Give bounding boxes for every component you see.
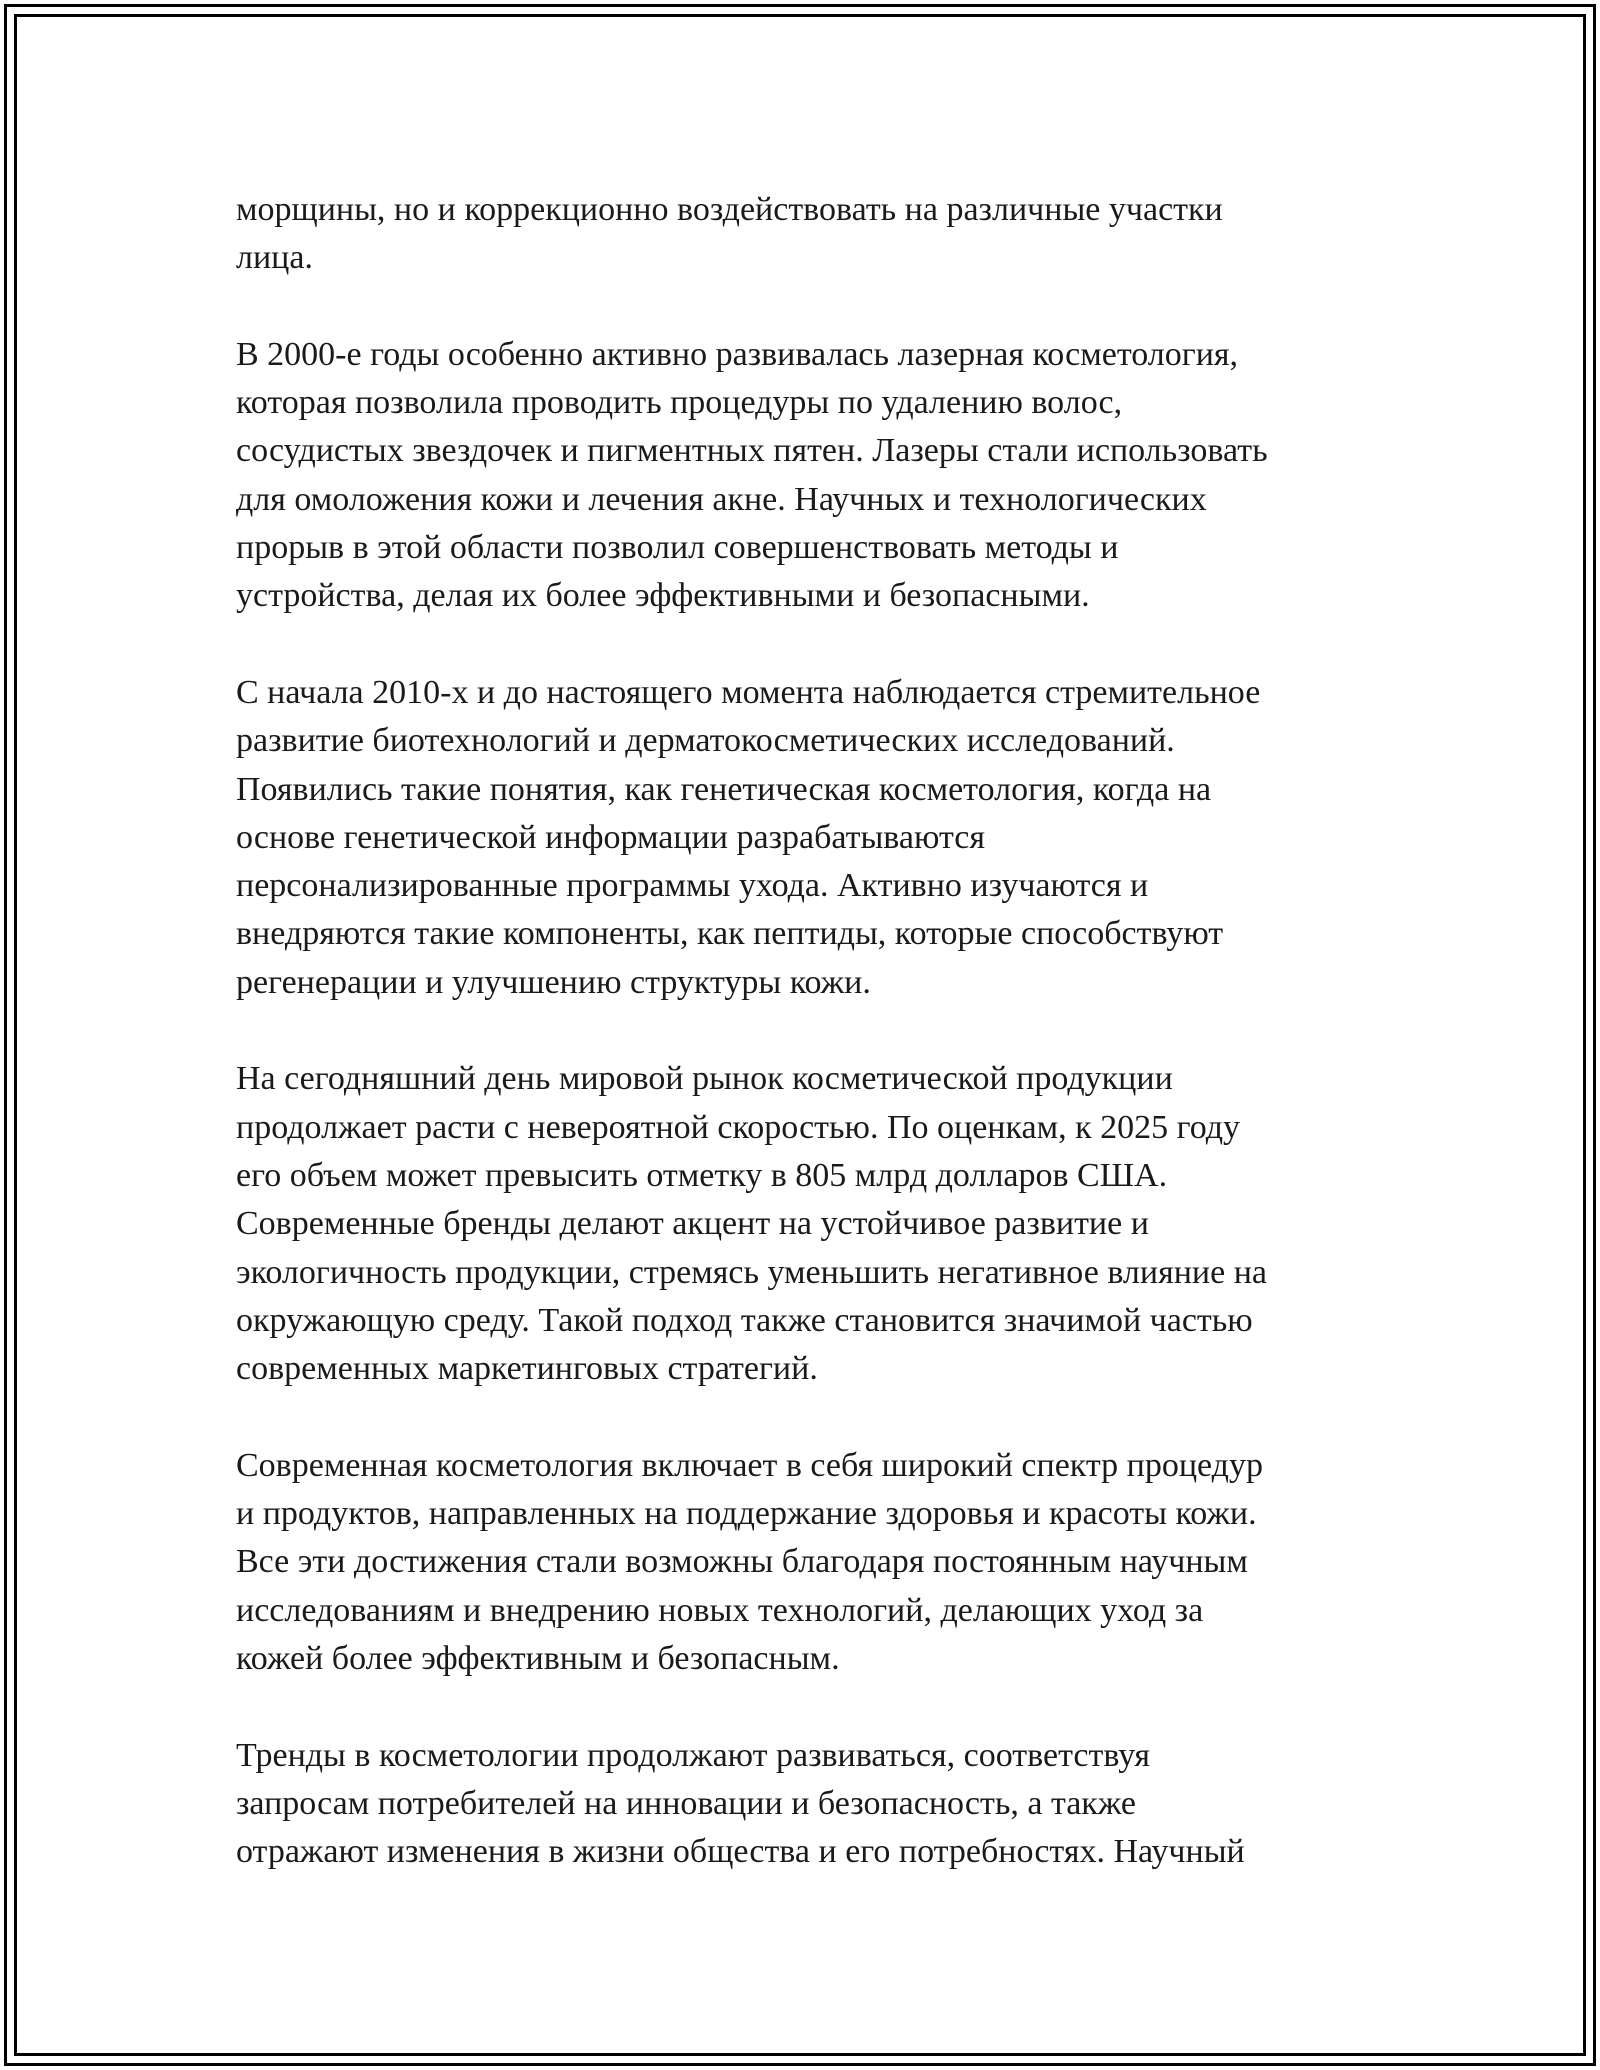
text-line: экологичность продукции, стремясь уменьшить негативное влияние на <box>236 1253 1267 1291</box>
paragraph-2 <box>236 331 1406 621</box>
paragraph-1 <box>236 186 1406 283</box>
text-line: запросам потребителей на инновации и безопасность, а также <box>236 1784 1136 1822</box>
text-line: Тренды в косметологии продолжают развиваться, соответствуя <box>236 1736 1151 1774</box>
text-line: современных маркетинговых стратегий. <box>236 1350 818 1388</box>
text-line: устройства, делая их более эффективными и безопасными. <box>236 577 1090 615</box>
text-line: основе генетической информации разрабатываются <box>236 818 985 856</box>
text-line: которая позволила проводить процедуры по удалению волос, <box>236 384 1123 422</box>
text-line: Появились такие понятия, как генетическая косметология, когда на <box>236 770 1212 808</box>
text-line: прорыв в этой области позволил совершенствовать методы и <box>236 529 1119 567</box>
text-line: исследованиям и внедрению новых технологий, делающих уход за <box>236 1591 1204 1629</box>
text-line: регенерации и улучшению структуры кожи. <box>236 963 871 1001</box>
paragraph-3 <box>236 669 1406 1007</box>
text-line: отражают изменения в жизни общества и его потребностях. Научный <box>236 1833 1245 1871</box>
text-line: лица. <box>236 239 313 277</box>
text-line: Все эти достижения стали возможны благодаря постоянным научным <box>236 1543 1248 1581</box>
text-line: для омоложения кожи и лечения акне. Научных и технологических <box>236 480 1207 518</box>
text-line: и продуктов, направленных на поддержание здоровья и красоты кожи. <box>236 1495 1257 1533</box>
text-line: его объем может превысить отметку в 805 млрд долларов США. <box>236 1156 1168 1194</box>
text-line: С начала 2010-х и до настоящего момента наблюдается стремительное <box>236 673 1261 711</box>
text-line: На сегодняшний день мировой рынок косметической продукции <box>236 1060 1173 1098</box>
text-line: сосудистых звездочек и пигментных пятен. Лазеры стали использовать <box>236 432 1268 470</box>
document-body <box>236 186 1406 1925</box>
text-line: развитие биотехнологий и дерматокосметических исследований. <box>236 722 1175 760</box>
text-line: окружающую среду. Такой подход также становится значимой частью <box>236 1301 1253 1339</box>
paragraph-6 <box>236 1732 1406 1877</box>
text-line: продолжает расти с невероятной скоростью. По оценкам, к 2025 году <box>236 1108 1241 1146</box>
text-line: морщины, но и коррекционно воздействовать на различные участки <box>236 191 1223 228</box>
text-line: кожей более эффективным и безопасным. <box>236 1639 840 1677</box>
text-line: Современная косметология включает в себя широкий спектр процедур <box>236 1446 1263 1484</box>
text-line: Современные бренды делают акцент на устойчивое развитие и <box>236 1205 1149 1243</box>
text-line: внедряются такие компоненты, как пептиды, которые способствуют <box>236 915 1224 953</box>
paragraph-5 <box>236 1442 1406 1683</box>
text-line: В 2000-е годы особенно активно развивалась лазерная косметология, <box>236 335 1239 373</box>
paragraph-4 <box>236 1055 1406 1393</box>
text-line: персонализированные программы ухода. Активно изучаются и <box>236 867 1149 905</box>
